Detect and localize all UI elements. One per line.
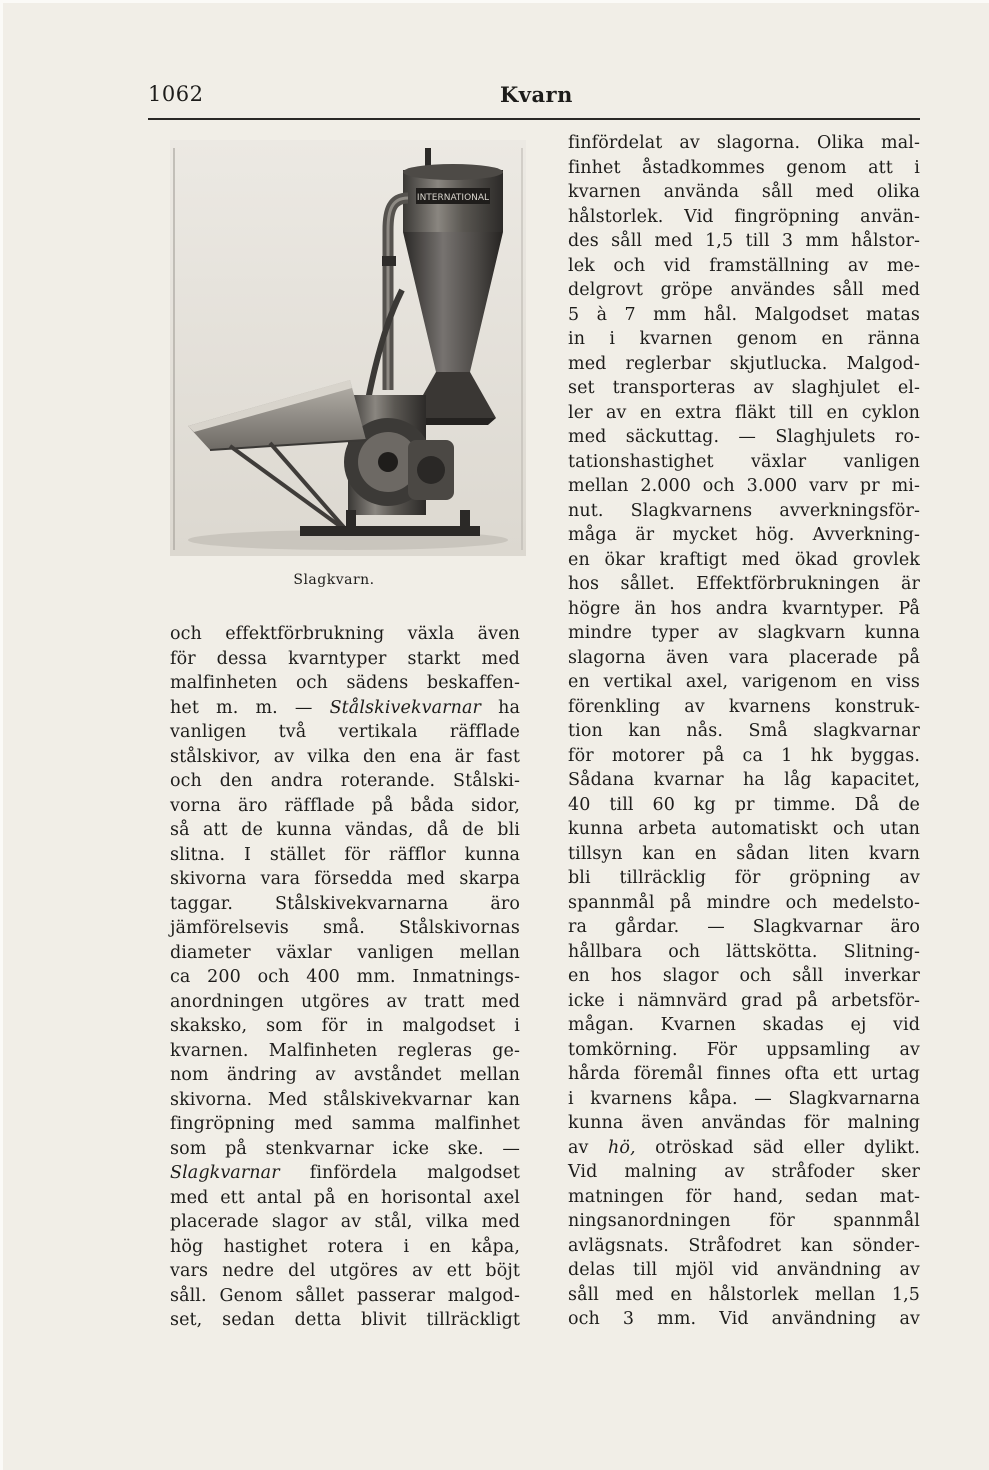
figure-caption: Slagkvarn. <box>293 572 375 588</box>
text-line: placerade slagor av stål, vilka med <box>170 1212 520 1232</box>
text-line: vorna äro räfflade på båda sidor, <box>170 795 520 816</box>
header-rule <box>148 118 920 120</box>
text-line <box>568 1136 920 1161</box>
text-line: lek och vid framställning av me- <box>568 255 920 276</box>
text-line: vars nedre del utgöres av ett böjt <box>170 1261 520 1281</box>
text-line: vanligen två vertikala räfflade <box>170 722 520 742</box>
text-line <box>170 696 520 721</box>
text-line: icke i nämnvärd grad på arbetsför- <box>568 990 920 1011</box>
text-line: ningsanordningen för spannmål <box>568 1211 920 1231</box>
text-span: het m. m. — <box>170 697 313 718</box>
text-line: hålstorlek. Vid fingröpning använ- <box>568 206 920 227</box>
text-line: så att de kunna vändas, då de bli <box>170 820 520 840</box>
text-line: kunna även användas för malning <box>568 1113 920 1133</box>
text-line: stålskivor, av vilka den ena är fast <box>170 746 520 767</box>
text-line: delas till mjöl vid användning av <box>568 1260 920 1280</box>
text-line: måga är mycket hög. Avverkning- <box>568 525 920 545</box>
text-line: och 3 mm. Vid användning av <box>568 1309 920 1329</box>
text-line: bli tillräcklig för gröpning av <box>568 868 920 888</box>
slagkvarn-figure <box>170 140 526 556</box>
text-line: nut. Slagkvarnens avverkningsför- <box>568 500 920 521</box>
text-line: anordningen utgöres av tratt med <box>170 991 520 1012</box>
text-line: hårda föremål finnes ofta ett urtag <box>568 1064 920 1084</box>
text-line: diameter växlar vanligen mellan <box>170 942 520 963</box>
text-line: tillsyn kan en sådan liten kvarn <box>568 843 920 864</box>
text-line: kvarnen använda såll med olika <box>568 182 920 202</box>
text-line: Sådana kvarnar ha låg kapacitet, <box>568 770 920 790</box>
text-line: som på stenkvarnar icke ske. — <box>170 1138 520 1159</box>
text-line: set, sedan detta blivit tillräckligt <box>170 1310 520 1330</box>
running-head: Kvarn <box>500 82 573 107</box>
text-line: kunna arbeta automatiskt och utan <box>568 819 920 839</box>
text-line: och den andra roterande. Stålski- <box>170 771 520 791</box>
text-line: i kvarnens kåpa. — Slagkvarnarna <box>568 1088 920 1109</box>
text-line: nom ändring av avståndet mellan <box>170 1065 520 1085</box>
text-line: högre än hos andra kvarntyper. På <box>568 598 920 619</box>
text-line: och effektförbrukning växla även <box>170 624 520 644</box>
text-line: ler av en extra fläkt till en cyklon <box>568 402 920 423</box>
text-line: en vertikal axel, varigenom en viss <box>568 672 920 692</box>
text-line: kvarnen. Malfinheten regleras ge- <box>170 1040 520 1061</box>
text-line: hos sållet. Effektförbrukningen är <box>568 574 920 594</box>
text-line: finfördelat av slagorna. Olika mal- <box>568 133 920 153</box>
text-span: ha <box>498 697 520 718</box>
text-line: mågan. Kvarnen skadas ej vid <box>568 1015 920 1035</box>
text-span: otröskad säd eller dylikt. <box>655 1137 920 1158</box>
text-line: finhet åstadkommes genom att i <box>568 157 920 178</box>
text-line: för dessa kvarntyper starkt med <box>170 648 520 669</box>
text-line: tationshastighet växlar vanligen <box>568 451 920 472</box>
text-line: med säckuttag. — Slaghjulets ro- <box>568 427 920 447</box>
text-line: jämförelsevis små. Stålskivornas <box>170 918 520 938</box>
text-line: med ett antal på en horisontal axel <box>170 1187 520 1208</box>
text-line: en ökar kraftigt med ökad grovlek <box>568 549 920 570</box>
text-line: malfinheten och sädens beskaffen- <box>170 673 520 693</box>
right-column <box>568 131 920 1332</box>
text-line: slitna. I stället för räfflor kunna <box>170 844 520 865</box>
term-ho: hö, <box>608 1137 636 1158</box>
term-stalskivekvarnar: Stålskivekvarnar <box>329 697 482 718</box>
text-line: hållbara och lättskötta. Slitning- <box>568 941 920 962</box>
text-line: in i kvarnen genom en ränna <box>568 329 920 349</box>
text-line: ca 200 och 400 mm. Inmatnings- <box>170 967 520 987</box>
text-line: des såll med 1,5 till 3 mm hålstor- <box>568 231 920 251</box>
text-line: tomkörning. För uppsamling av <box>568 1039 920 1060</box>
text-line: matningen för hand, sedan mat- <box>568 1186 920 1207</box>
text-line: skivorna vara försedda med skarpa <box>170 869 520 889</box>
text-line: spannmål på mindre och medelsto- <box>568 892 920 913</box>
text-line: avlägsnats. Stråfodret kan sönder- <box>568 1235 920 1256</box>
text-line: såll. Genom sållet passerar malgod- <box>170 1285 520 1306</box>
text-line: för motorer på ca 1 hk byggas. <box>568 745 920 766</box>
brand-plate-text: INTERNATIONAL <box>416 193 490 203</box>
page-header <box>148 76 918 112</box>
text-line: en hos slagor och såll inverkar <box>568 966 920 986</box>
text-line: såll med en hålstorlek mellan 1,5 <box>568 1284 920 1305</box>
text-line: skaksko, som för in malgodset i <box>170 1016 520 1036</box>
text-line: delgrovt gröpe användes såll med <box>568 280 920 300</box>
text-line: hög hastighet rotera i en kåpa, <box>170 1236 520 1257</box>
text-line: taggar. Stålskivekvarnarna äro <box>170 893 520 914</box>
term-slagkvarnar: Slagkvarnar <box>170 1163 280 1183</box>
text-line: mindre typer av slagkvarn kunna <box>568 623 920 643</box>
text-line: ra gårdar. — Slagkvarnar äro <box>568 917 920 937</box>
text-line: 40 till 60 kg pr timme. Då de <box>568 794 920 815</box>
text-line: tion kan nås. Små slagkvarnar <box>568 721 920 741</box>
text-line: fingröpning med samma malfinhet <box>170 1114 520 1134</box>
page-number: 1062 <box>148 82 204 106</box>
text-line: förenkling av kvarnens konstruk- <box>568 696 920 717</box>
text-span: finfördela malgodset <box>309 1163 520 1183</box>
text-line: Vid malning av stråfoder sker <box>568 1162 920 1182</box>
hammer-mill-illustration <box>170 140 526 556</box>
text-span: av <box>568 1137 589 1158</box>
text-line: mellan 2.000 och 3.000 varv pr mi- <box>568 476 920 496</box>
text-line <box>170 1161 520 1186</box>
text-line: slagorna även vara placerade på <box>568 647 920 668</box>
left-column <box>170 622 520 1333</box>
text-line: med reglerbar skjutlucka. Malgod- <box>568 353 920 374</box>
text-line: set transporteras av slaghjulet el- <box>568 378 920 398</box>
text-line: skivorna. Med stålskivekvarnar kan <box>170 1089 520 1110</box>
text-line: 5 à 7 mm hål. Malgodset matas <box>568 304 920 325</box>
